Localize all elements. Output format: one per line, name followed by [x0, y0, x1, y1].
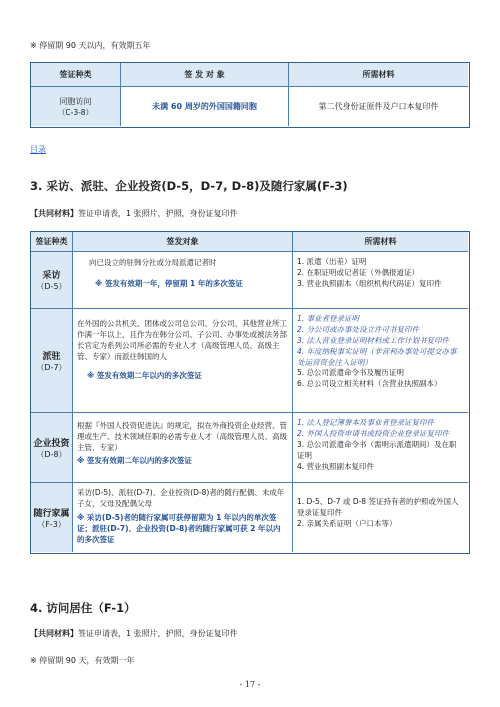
- f3-target-note: ※ 采访(D-5)者的随行家属可获停留期为 1 年以内的单次签证；派驻(D-7)、企业投资(D-8)者的随行家属可获 2 年以内的多次签证: [77, 512, 281, 544]
- d7-material-2: 2. 分公司或办事处设立许可书复印件: [297, 324, 420, 334]
- section3-common-label: 【共同材料】: [30, 209, 78, 218]
- d7-material-1: 1. 事业者登录证明: [297, 314, 360, 323]
- d5-target-text: 向已设立的驻韩分社或分局派遣记者时: [89, 258, 217, 267]
- d5-code: （D-5）: [36, 282, 67, 291]
- d5-material-2: 2. 在职证明或记者证（外偶报道证）: [297, 267, 420, 277]
- t2-row-d7-type: [31, 309, 73, 413]
- d8-material-1: 1. 法人登记簿誊本及事业者登录证复印件: [297, 418, 435, 427]
- t2-row-d7-target: [73, 309, 293, 413]
- section3-common: [30, 208, 238, 219]
- t2-row-f3-target: [73, 483, 293, 552]
- f3-target-text: 采访(D-5)、派驻(D-7)、企业投资(D-8)者的随行配偶、未成年子女，父母及配偶父母: [77, 488, 285, 508]
- t1-header-target: 签 发 对 象: [121, 63, 289, 87]
- section4-common-label: 【共同材料】: [30, 629, 78, 638]
- d5-target-note: ※ 签发有效期一年，停留期 1 年的多次签证: [95, 278, 243, 288]
- t1-row-target-cell: [121, 87, 289, 126]
- section4-common: [30, 628, 238, 639]
- f3-type-label: 随行家属: [33, 508, 70, 519]
- t2-row-d7-materials: [293, 309, 468, 413]
- d7-target-text: 在外国的公共机关、团体或公司总公司、分公司、其他营业所工作满一年以上，且作为在韩分公司、子公司、办事处或被法务部长官定为系列公司所必需的专业人才（高级管理人员、高级主管、专家）而派往韩国的人: [77, 319, 287, 361]
- t1-row-target: 未满 60 周岁的外国国籍同胞: [152, 102, 257, 111]
- t1-row-type: [31, 87, 121, 126]
- t2-row-d8-target: [73, 413, 293, 483]
- t2-row-f3-type: [31, 483, 73, 552]
- section4-note: ※ 停留期 90 天，有效期一年: [30, 656, 135, 665]
- t2-header-target: 签发对象: [73, 232, 293, 252]
- d8-material-4: 4. 营业执照副本复印件: [297, 461, 375, 471]
- d8-target-note: ※ 签发有效期二年以内的多次签证: [77, 455, 192, 465]
- d8-material-2: 2. 外国人投资申请书或投资企业登录证复印件: [297, 428, 450, 438]
- t2-row-d8-materials: [293, 413, 468, 483]
- f3-material-1: 1. D-5、D-7 或 D-8 签证持有者的护照或外国人登录证复印件: [297, 497, 459, 517]
- section3-common-text: 签证申请表，1 张照片，护照，身份证复印件: [78, 209, 238, 218]
- f3-code: （F-3）: [37, 519, 66, 529]
- t1-header-type: 签证种类: [31, 63, 121, 87]
- d7-material-6: 6. 总公司设立相关材料（含营业执照副本）: [297, 379, 442, 389]
- d8-material-3: 3. 总公司派遣命令书（需明示派遣期间）及在职证明: [297, 439, 457, 460]
- t2-header-materials: 所需材料: [293, 232, 468, 252]
- section3-title: 3. 采访、派驻、企业投资(D-5，D-7, D-8)及随行家属(F-3): [30, 179, 348, 193]
- d7-type-label: 派驻: [42, 351, 61, 362]
- d8-type-label: 企业投资: [33, 438, 70, 449]
- section4-title: 4. 访问居住（F-1）: [30, 601, 136, 615]
- d5-material-1: 1. 派遣（出差）证明: [297, 257, 367, 266]
- toc-link[interactable]: 目录: [30, 145, 46, 154]
- t2-row-d5-target: [73, 252, 293, 309]
- t2-row-d8-type: [31, 413, 73, 483]
- d7-material-4: 4. 年度纳税事实证明（非营利办事处可提交办事处运营资金注入证明）: [297, 346, 457, 367]
- d8-code: （D-8）: [36, 449, 67, 459]
- top-note: ※ 停留期 90 天以内，有效期五年: [30, 41, 151, 50]
- d5-type-label: 采访: [42, 271, 61, 281]
- t1-header-materials: 所需材料: [289, 63, 468, 87]
- d8-target-text: 根据『外国人投资促进法』的规定，拟在外商投资企业经营、管理或生产、技术领域任职的必需专业人才（高级管理人员、高级主管、专家）: [77, 421, 287, 452]
- d7-material-5: 5. 总公司派遣命令书及履历证明: [297, 368, 405, 378]
- t1-row-type-label: 同胞访问: [59, 96, 92, 106]
- f3-material-2: 2. 亲属关系证明（户口本等）: [297, 518, 397, 528]
- section4-common-text: 签证申请表，1 张照片，护照，身份证复印件: [78, 629, 238, 638]
- t2-row-d5-type: [31, 252, 73, 309]
- d7-target-note: ※ 签发有效期二年以内的多次签证: [87, 370, 202, 380]
- page-number: - 17 -: [239, 680, 261, 689]
- d7-code: （D-7）: [36, 362, 67, 372]
- visa-table-d-f: [30, 231, 470, 554]
- t1-row-materials-cell: [289, 87, 468, 126]
- t2-row-f3-materials: [293, 483, 468, 552]
- d7-material-3: 3. 法人营业登录证明材料或工作计划书复印件: [297, 335, 450, 345]
- d5-material-3: 3. 营业执照副本（组织机构代码证）复印件: [297, 278, 442, 288]
- t1-row-code: （C-3-8）: [57, 107, 94, 117]
- visa-table-c38: [30, 62, 470, 128]
- t2-header-type: 签证种类: [31, 232, 73, 252]
- t1-row-materials: 第二代身份证原件及户口本复印件: [318, 102, 439, 111]
- t2-row-d5-materials: [293, 252, 468, 309]
